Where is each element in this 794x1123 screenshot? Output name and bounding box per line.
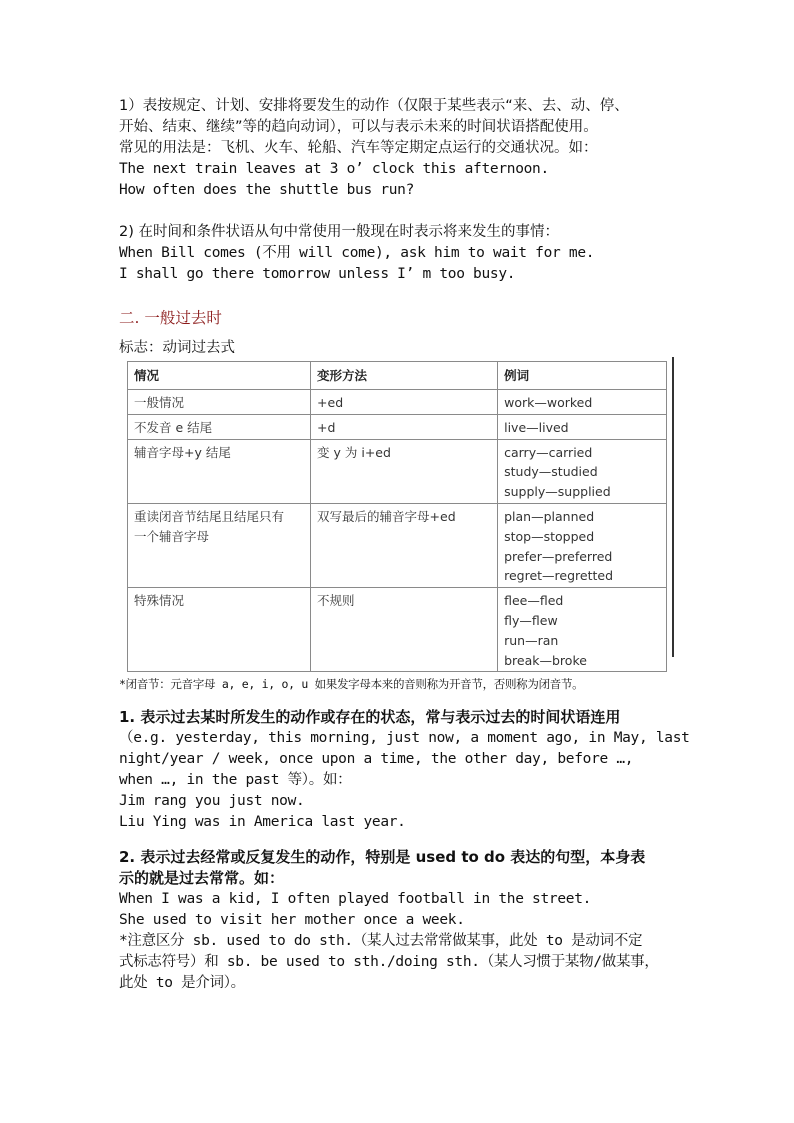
case-cell: [128, 390, 311, 415]
paragraph-line: *注意区分 sb. used to do sth.（某人过去常常做某事，此处 to 是动词不定: [119, 933, 643, 950]
cell-text: fly—flew: [504, 612, 558, 628]
cell-text: live—lived: [504, 419, 569, 435]
method-cell: [311, 390, 498, 415]
table-row: [128, 503, 667, 587]
paragraph-line: 常见的用法是：飞机、火车、轮船、汽车等定期定点运行的交通状况。如：: [119, 140, 598, 156]
method-cell: [311, 588, 498, 672]
column-header-case: 情况: [128, 362, 311, 390]
table-row: [128, 439, 667, 503]
cell-text: stop—stopped: [504, 528, 595, 544]
examples-cell: [498, 588, 667, 672]
cell-text: carry—carried: [504, 444, 593, 460]
paragraph-line: 式标志符号）和 sb. be used to sth./doing sth.（某人习惯于某物/做某事，: [119, 954, 659, 971]
rule-1-section: [119, 707, 699, 833]
cell-text: prefer—preferred: [504, 548, 613, 564]
examples-cell: [498, 503, 667, 587]
cell-text: 双写最后的辅音字母+ed: [317, 508, 456, 524]
section-present-future-usage-1: [119, 96, 699, 201]
rule-2-section: [119, 847, 699, 994]
cell-text: flee—fled: [504, 593, 564, 609]
past-tense-rules-table: [127, 361, 667, 672]
example-sentence: How often does the shuttle bus run?: [119, 182, 415, 198]
example-sentence: I shall go there tomorrow unless I’ m too busy.: [119, 266, 516, 282]
closed-syllable-note: *闭音节：元音字母 a, e, i, o, u 如果发字母本来的音则称为开音节，否则称为闭音节。: [119, 677, 584, 692]
cell-text: 一个辅音字母: [134, 528, 210, 544]
cell-text: +d: [317, 419, 336, 435]
case-cell: [128, 588, 311, 672]
method-cell: [311, 414, 498, 439]
cell-text: 一般情况: [134, 395, 185, 410]
examples-cell: [498, 390, 667, 415]
cell-text: 辅音字母+y 结尾: [134, 444, 231, 460]
cell-text: plan—planned: [504, 508, 595, 524]
table-row: [128, 588, 667, 672]
past-tense-table-container: [127, 361, 687, 672]
example-sentence: Jim rang you just now.: [119, 793, 305, 810]
cell-text: 不发音 e 结尾: [134, 419, 213, 435]
example-sentence: Liu Ying was in America last year.: [119, 814, 406, 831]
cell-text: run—ran: [504, 632, 559, 648]
cell-text: supply—supplied: [504, 484, 611, 500]
cell-text: 特殊情况: [134, 593, 185, 609]
paragraph-line: when …, in the past 等）。如：: [119, 772, 352, 789]
cell-text: +ed: [317, 395, 344, 410]
case-cell: [128, 414, 311, 439]
example-sentence: When Bill comes (不用 will come), ask him to wait for me.: [119, 245, 595, 261]
method-cell: [311, 439, 498, 503]
example-sentence: When I was a kid, I often played football in the street.: [119, 891, 592, 908]
document-page: [119, 96, 699, 994]
examples-cell: [498, 414, 667, 439]
case-cell: [128, 503, 311, 587]
example-sentence: The next train leaves at 3 o’ clock this afternoon.: [119, 161, 549, 177]
section-heading-past-tense: 二. 一般过去时: [119, 309, 222, 327]
rule-2-title: 2. 表示过去经常或反复发生的动作，特别是 used to do 表达的句型，本身表: [119, 848, 646, 867]
cell-text: break—broke: [504, 652, 587, 668]
table-caption: 标志：动词过去式: [119, 340, 235, 356]
cell-text: 变 y 为 i+ed: [317, 444, 391, 460]
cell-text: 重读闭音节结尾且结尾只有: [134, 508, 285, 524]
paragraph-line: 此处 to 是介词）。: [119, 975, 245, 992]
cell-text: regret—regretted: [504, 568, 614, 584]
examples-cell: [498, 439, 667, 503]
rule-2-title: 示的就是过去常常。如：: [119, 869, 285, 888]
example-sentence: She used to visit her mother once a week.: [119, 912, 465, 929]
paragraph-line: night/year / week, once upon a time, the other day, before …,: [119, 751, 634, 768]
table-row: [128, 414, 667, 439]
cell-text: study—studied: [504, 464, 598, 480]
paragraph-line: 开始、结束、继续”等的趋向动词），可以与表示未来的时间状语搭配使用。: [119, 119, 598, 135]
rule-1-title: 1. 表示过去某时所发生的动作或存在的状态，常与表示过去的时间状语连用: [119, 708, 621, 727]
column-header-method: 变形方法: [311, 362, 498, 390]
paragraph-line: 2) 在时间和条件状语从句中常使用一般现在时表示将来发生的事情：: [119, 224, 559, 240]
table-header-row: [128, 362, 667, 390]
paragraph-line: 1）表按规定、计划、安排将要发生的动作（仅限于某些表示“来、去、动、停、: [119, 98, 629, 114]
table-row: [128, 390, 667, 415]
table-side-border: [672, 357, 674, 657]
cell-text: work—worked: [504, 395, 593, 410]
paragraph-line: （e.g. yesterday, this morning, just now, a moment ago, in May, last: [119, 730, 690, 747]
method-cell: [311, 503, 498, 587]
cell-text: 不规则: [317, 593, 355, 609]
case-cell: [128, 439, 311, 503]
column-header-examples: 例词: [498, 362, 667, 390]
section-present-future-usage-2: [119, 222, 699, 285]
